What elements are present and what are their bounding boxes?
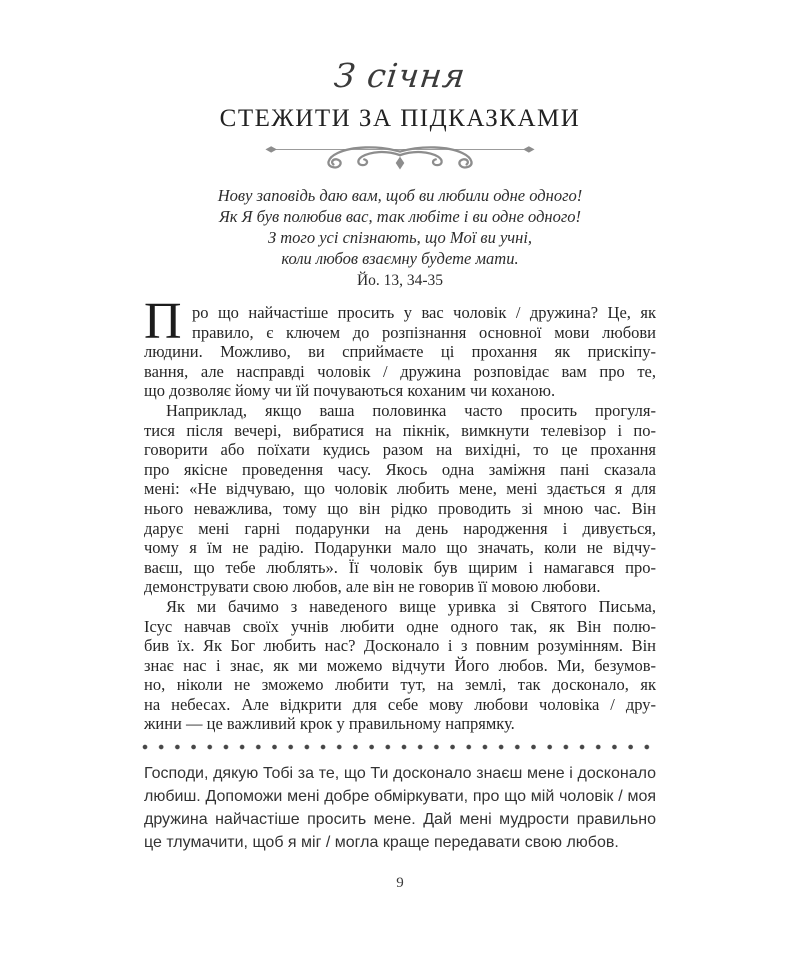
text-line: дарує мені гарні подарунки на день народження і дивується, xyxy=(144,518,656,538)
text-line: правило, є ключем до розпізнання основної мови любови xyxy=(192,322,656,342)
scripture-line: Як Я був полюбив вас, так любіте і ви одне одного! xyxy=(218,207,582,226)
text-line: говорити або поїхати кудись разом на вихідні, то це прохання xyxy=(144,440,656,460)
text-line: Наприклад, якщо ваша половинка часто просить прогуля- xyxy=(166,400,656,420)
drop-cap: П xyxy=(144,293,182,350)
text-line: мені: «Не відчуваю, що чоловік любить мене, мені здається я для xyxy=(144,479,656,499)
paragraph xyxy=(144,401,656,597)
text-line: Ісус навчав своїх учнів любити одне одного так, як Він полю- xyxy=(144,616,656,636)
ornament-divider xyxy=(0,141,800,177)
paragraph xyxy=(144,293,656,401)
paragraph xyxy=(144,597,656,734)
text-line: що дозволяє йому чи їй почуваються коханим чи коханою. xyxy=(144,381,556,401)
text-line: вання, але насправді чоловік / дружина розповідає вам про те, xyxy=(144,361,656,381)
page-number: 9 xyxy=(396,875,404,891)
page-title: СТЕЖИТИ ЗА ПІДКАЗКАМИ xyxy=(219,105,581,132)
text-line: ро що найчастіше просить у вас чоловік / дружина? Це, як xyxy=(192,303,656,322)
flourish-icon xyxy=(264,141,536,175)
text-line: бив їх. Як Бог любить нас? Досконало і з повним розумінням. Він xyxy=(144,636,656,656)
text-line: Як ми бачимо з наведеного вище уривка зі Святого Письма, xyxy=(166,596,656,616)
text-line: чому я їм не радію. Подарунки мало що значать, коли не відчу- xyxy=(144,538,656,558)
text-line: про якісне проведення часу. Якось одна заміжня пані сказала xyxy=(144,459,656,479)
text-line: людини. Можливо, ви сприймаєте ці прохання як прискіпу- xyxy=(144,342,656,362)
body-text xyxy=(144,293,656,734)
text-line: ваєш, що тебе люблять». Її чоловік був щирим і намагався про- xyxy=(144,557,656,577)
text-line: жини — це важливий крок у правильному напрямку. xyxy=(144,714,515,734)
scripture-quote xyxy=(0,185,800,269)
text-line: тися після вечері, вибратися на пікнік, вимкнути телевізор і по- xyxy=(144,420,656,440)
text-line: но, ніколи не зможемо любити тут, на землі, так досконало, як xyxy=(144,675,656,695)
text-line: на небесах. Але відкрити для себе мову любови чоловіка / дру- xyxy=(144,694,656,714)
scripture-reference: Йо. 13, 34-35 xyxy=(356,272,444,289)
text-line: демонструвати свою любов, але він не говорив її мовою любови. xyxy=(144,577,601,597)
scripture-line: Нову заповідь даю вам, щоб ви любили одне одного! xyxy=(217,186,583,205)
scripture-line: З того усі спізнають, що Мої ви учні, xyxy=(267,228,533,247)
dotted-divider xyxy=(142,744,658,750)
text-line: нього неважлива, тому що він рідко проводить зі мною час. Він xyxy=(144,498,656,518)
scripture-line: коли любов взаємну будете мати. xyxy=(281,249,519,268)
text-line: знає нас і знає, як ми можемо відчути Його любов. Ми, безумов- xyxy=(144,655,656,675)
date-heading: З січня xyxy=(331,56,468,95)
prayer-text: Господи, дякую Тобі за те, що Ти досконало знаєш мене і досконало любиш. Допоможи мені добре обміркувати, про що мій чоловік / моя дружина найчастіше просить мене. Дай мені мудрости правильно це тлумачити, щоб я міг / могла краще передавати свою любов. xyxy=(144,765,656,852)
